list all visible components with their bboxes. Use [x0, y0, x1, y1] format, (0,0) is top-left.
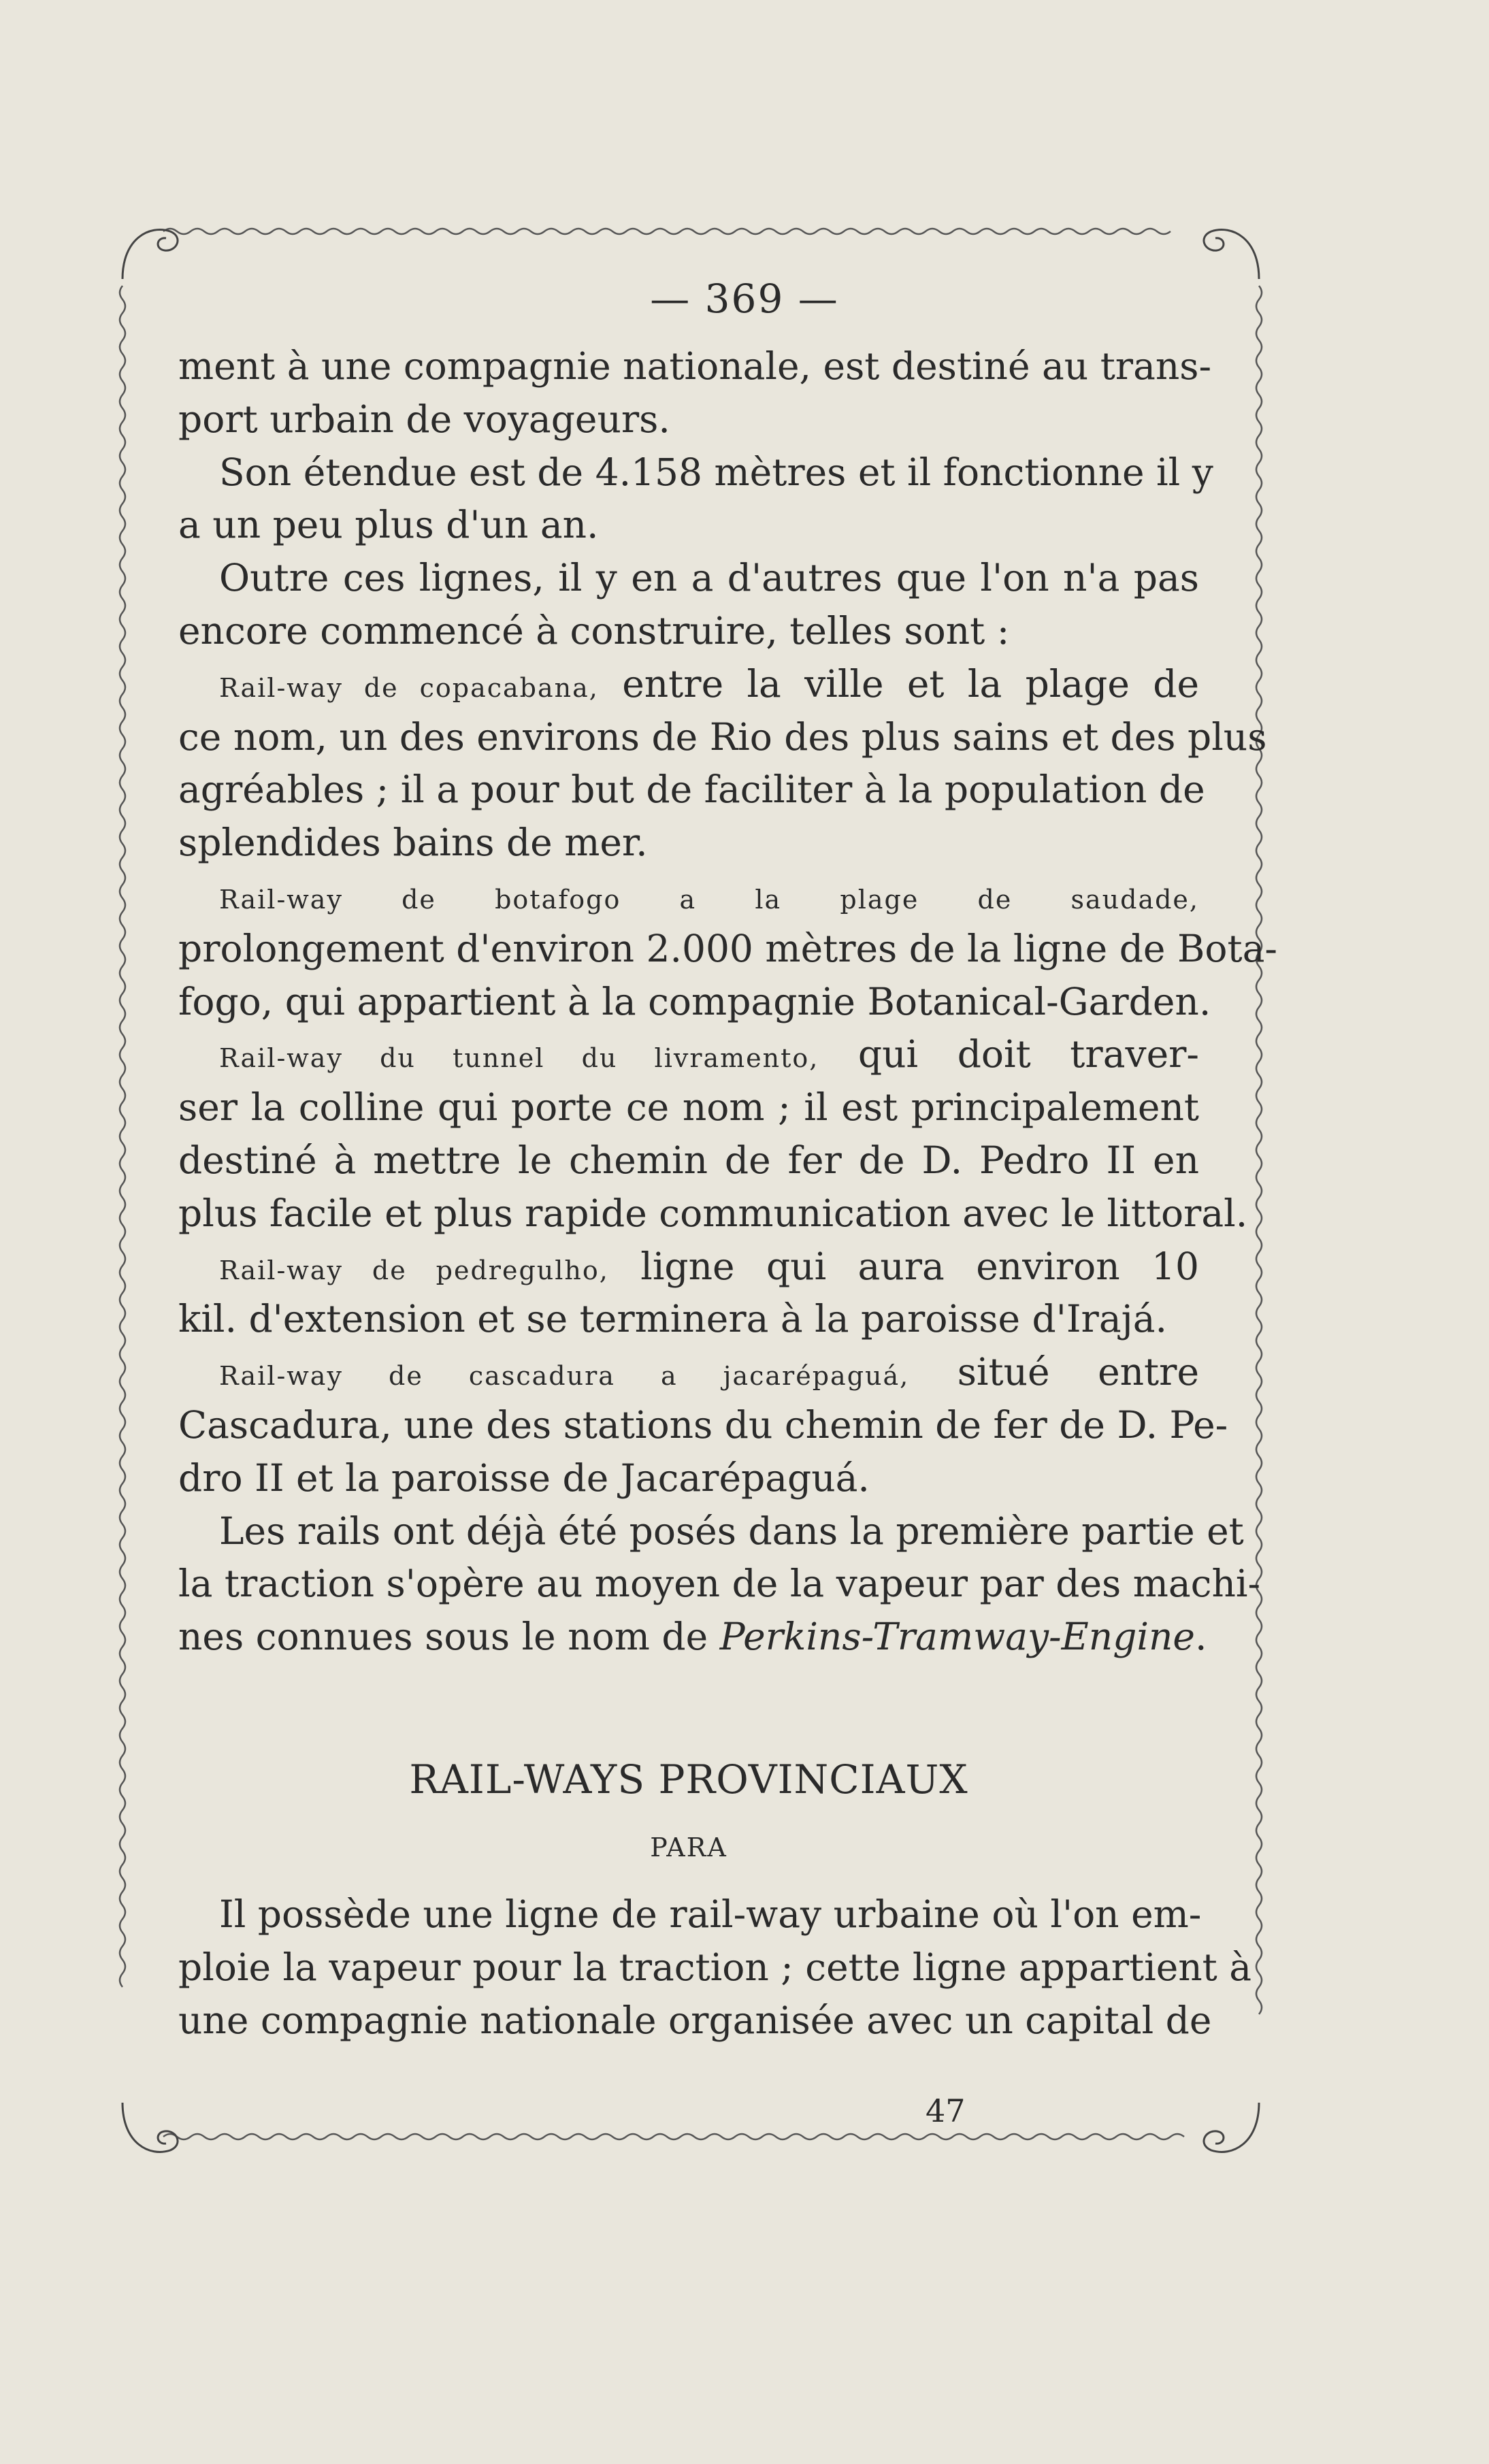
- page-number: — 369 —: [650, 276, 839, 322]
- text-run: situé entre: [909, 1350, 1199, 1394]
- railway-name: Rail-way du tunnel du livramento,: [219, 1043, 819, 1074]
- railway-name: Rail-way de pedregulho,: [219, 1255, 609, 1285]
- text-line: ce nom, un des environs de Rio des plus sains et des plus: [178, 714, 1267, 759]
- railway-name: Rail-way de copacabana,: [219, 672, 599, 703]
- railway-name: Rail-way de cascadura a jacarépaguá,: [219, 1361, 910, 1392]
- railway-entry-livramento: [178, 1028, 1199, 1081]
- text-line: fogo, qui appartient à la compagnie Botanical-Garden.: [178, 979, 1211, 1023]
- text-run: qui doit traver-: [819, 1032, 1199, 1077]
- section-title: RAIL-WAYS PROVINCIAUX: [409, 1756, 968, 1803]
- text-line: port urbain de voyageurs.: [178, 397, 670, 441]
- text-line: a un peu plus d'un an.: [178, 503, 599, 547]
- text-line: la traction s'opère au moyen de la vapeur par des machi-: [178, 1562, 1261, 1606]
- text-line: ploie la vapeur pour la traction ; cette ligne appartient à: [178, 1945, 1252, 1989]
- spacer: [178, 1664, 1199, 1718]
- text-run: ligne qui aura environ 10: [608, 1244, 1200, 1288]
- text-run: .: [1194, 1615, 1207, 1659]
- text-line: splendides bains de mer.: [178, 821, 648, 865]
- text-run: nes connues sous le nom de: [178, 1615, 720, 1659]
- text-line: une compagnie nationale organisée avec un capital de: [178, 1998, 1212, 2042]
- page-body: [178, 340, 1277, 2047]
- text-line: dro II et la paroisse de Jacarépaguá.: [178, 1456, 870, 1500]
- text-line: [178, 1611, 1207, 1664]
- text-line: kil. d'extension et se terminera à la paroisse d'Irajá.: [178, 1297, 1167, 1341]
- railway-entry-botafogo: [178, 870, 1199, 923]
- sub-title: PARA: [650, 1832, 727, 1862]
- text-run: entre la ville et la plage de: [598, 661, 1199, 706]
- text-line: ment à une compagnie nationale, est destiné au trans-: [178, 344, 1212, 388]
- text-line: destiné à mettre le chemin de fer de D. Pedro II en: [178, 1138, 1199, 1182]
- text-line: plus facile et plus rapide communication avec le littoral.: [178, 1191, 1248, 1235]
- text-line: encore commencé à construire, telles sont :: [178, 608, 1010, 653]
- railway-name: Rail-way de botafogo a la plage de saudade,: [219, 884, 1199, 915]
- signature-mark: 47: [926, 2092, 966, 2129]
- text-line: prolongement d'environ 2.000 mètres de la ligne de Bota-: [178, 926, 1277, 970]
- text-line: Outre ces lignes, il y en a d'autres que l'on n'a pas: [219, 556, 1199, 600]
- railway-entry-cascadura: [178, 1346, 1199, 1399]
- text-line: Cascadura, une des stations du chemin de fer de D. Pe-: [178, 1402, 1228, 1447]
- text-line: Son étendue est de 4.158 mètres et il fonctionne il y: [219, 450, 1213, 494]
- text-line: ser la colline qui porte ce nom ; il est principalement: [178, 1085, 1199, 1130]
- railway-entry-pedregulho: [178, 1241, 1199, 1294]
- text-line: Il possède une ligne de rail-way urbaine où l'on em-: [219, 1892, 1202, 1936]
- text-line: Les rails ont déjà été posés dans la première partie et: [219, 1509, 1244, 1553]
- engine-name: Perkins-Tramway-Engine: [719, 1615, 1195, 1659]
- text-line: agréables ; il a pour but de faciliter à la population de: [178, 768, 1205, 812]
- railway-entry-copacabana: [178, 658, 1199, 711]
